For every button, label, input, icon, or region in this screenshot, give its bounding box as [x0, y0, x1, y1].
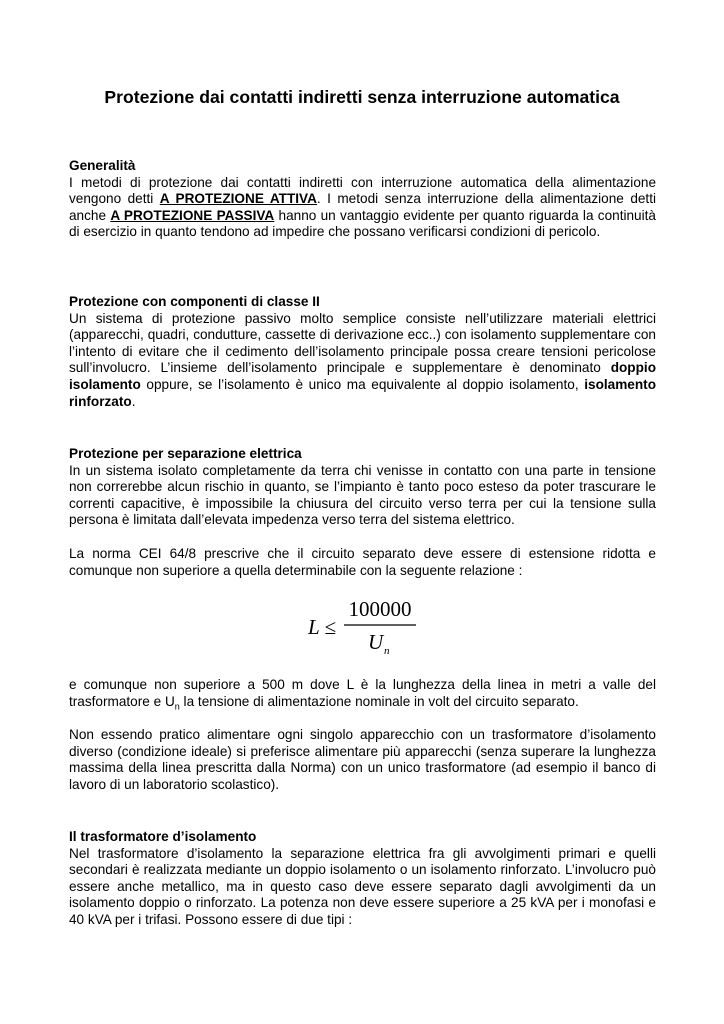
section-heading: Generalità	[69, 158, 136, 173]
formula-numerator: 100000	[348, 597, 412, 621]
subscript-n: n	[174, 701, 180, 712]
formula-denominator: U	[368, 630, 384, 654]
emphasis-isolamento-rinforzato: isolamento rinforzato	[69, 376, 656, 409]
section-heading: Protezione con componenti di classe II	[69, 294, 320, 309]
text-run: oppure, se l’isolamento è unico ma equivalente al doppio isolamento,	[140, 376, 585, 392]
text-run: e comunque non superiore a 500 m dove L è la lunghezza della linea in metri a valle del trasformatore e U	[69, 677, 656, 709]
page-title: Protezione dai contatti indiretti senza interruzione automatica	[104, 87, 620, 107]
section-paragraph: Non essendo pratico alimentare ogni singolo apparecchio con un trasformatore d’isolamento diverso (condizione ideale) si preferisce alimentare più apparecchi (senza superare la lunghezza massima della linea prescritta dalla Norma) con un unico trasformatore (ad esempio il banco di lavoro di un laboratorio scolastico).	[69, 727, 656, 792]
emphasis-protezione-passiva: A PROTEZIONE PASSIVA	[110, 207, 275, 223]
section-paragraph	[69, 175, 656, 241]
text-run: hanno un vantaggio evidente per quanto riguarda la continuità di esercizio in quanto tendono ad impedire che possano verificarsi condizioni di pericolo.	[69, 207, 656, 240]
text-run: Un sistema di protezione passivo molto semplice consiste nell’utilizzare materiali elettrici (apparecchi, quadri, condutture, cassette di derivazione ecc..) con isolamento supplementare con l’intento di evitare che il cedimento dell’isolamento principale possa creare tensioni pericolose sull’involucro. L’insieme dell’isolamento principale e supplementare è denominato	[69, 310, 656, 376]
section-generalita	[69, 158, 656, 241]
text-run: la tensione di alimentazione nominale in volt del circuito separato.	[179, 693, 579, 709]
formula-max-length	[300, 592, 430, 658]
section-paragraph: In un sistema isolato completamente da terra chi venisse in contatto con una parte in tensione non correrebbe alcun rischio in quanto, se l’impianto è tanto poco esteso da poter trascurare le correnti capacitive, è impossibile la chiusura del circuito verso terra per cui la tensione sulla persona è limitata dall’elevata impedenza verso terra del sistema elettrico.	[69, 462, 656, 528]
emphasis-protezione-attiva: A PROTEZIONE ATTIVA	[159, 191, 317, 207]
section-paragraph	[69, 311, 656, 411]
text-run: .	[131, 393, 136, 409]
paragraph-trasformatore-unico	[69, 727, 656, 793]
section-trasformatore	[69, 829, 656, 929]
emphasis-doppio-isolamento: doppio isolamento	[69, 360, 656, 392]
section-heading: Il trasformatore d’isolamento	[69, 829, 257, 844]
formula-lhs: L ≤	[308, 615, 337, 639]
section-classe-ii	[69, 294, 656, 410]
text-run: . I metodi senza interruzione della alimentazione detti anche	[69, 191, 657, 223]
text-run: I metodi di protezione dai contatti indiretti con interruzione automatica della alimentazione vengono detti	[69, 174, 656, 207]
section-paragraph: La norma CEI 64/8 prescrive che il circuito separato deve essere di estensione ridotta e comunque non superiore a quella determinabile con la seguente relazione :	[69, 546, 656, 578]
formula-subscript: n	[384, 645, 390, 657]
paragraph-limite	[69, 677, 656, 715]
section-separazione	[69, 446, 656, 529]
section-heading: Protezione per separazione elettrica	[69, 446, 302, 461]
section-paragraph: Nel trasformatore d’isolamento la separazione elettrica fra gli avvolgimenti primari e quelli secondari è realizzata mediante un doppio isolamento o un isolamento rinforzato. L’involucro può essere anche metallico, ma in questo caso deve essere separato dagli avvolgimenti da un isolamento doppio o rinforzato. La potenza non deve essere superiore a 25 kVA per i monofasi e 40 kVA per i trifasi. Possono essere di due tipi :	[69, 845, 656, 927]
section-paragraph	[69, 677, 656, 715]
paragraph-norma	[69, 546, 656, 579]
